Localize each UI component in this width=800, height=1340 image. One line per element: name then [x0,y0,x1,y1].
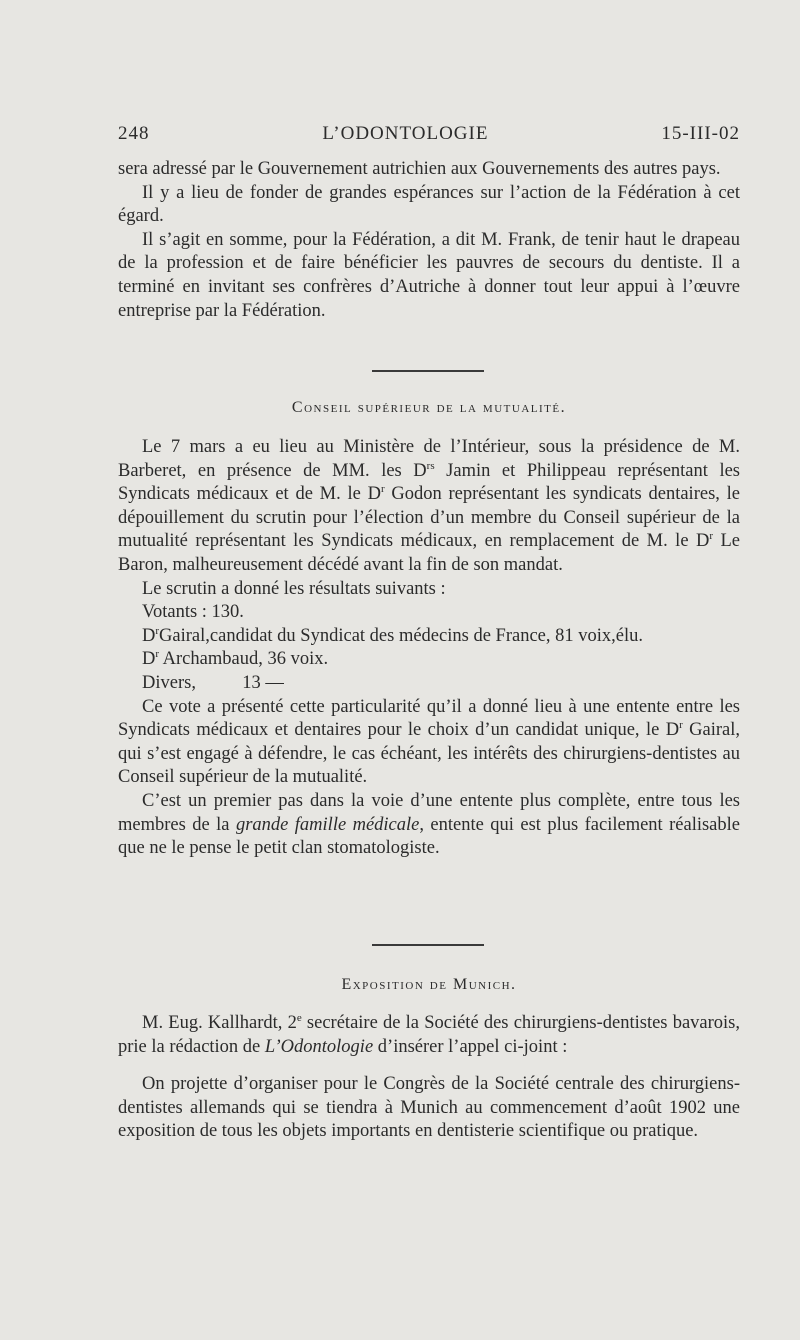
page-header [118,123,740,145]
issue-date: 15-III-02 [661,123,740,144]
mutualite-paragraph-2: Le scrutin a donné les résultats suivants : [142,578,446,599]
intro-paragraph-2: Il y a lieu de fonder de grandes espérances sur l’action de la Fédération à cet égard. [118,182,740,227]
mutualite-paragraph-1: Le 7 mars a eu lieu au Ministère de l’Intérieur, sous la présidence de M. Barberet, en présence de MM. les $D^{rs}$ Jamin et Philippeau représentant les Syndicats médicaux et de M. le $D^r$ Godon représentant les syndicats dentaires, le dépouillement du scrutin pour l’élection d’un membre du Conseil supérieur de la mutualité représentant les Syndicats médicaux, en remplacement de M. le $D^r$ Le Baron, malheureusement décédé avant la fin de son mandat. [118,437,741,575]
intro-paragraph-3: Il s’agit en somme, pour la Fédération, a dit M. Frank, de tenir haut le drapeau de la profession et de faire bénéficier les pauvres de secours du dentiste. Il a terminé en invitant ses confrères d’Autriche à donner tout leur appui à l’œuvre entreprise par la Fédération. [118,229,740,321]
munich-paragraph-2: On projette d’organiser pour le Congrès de la Société centrale des chirurgiens-dentistes allemands qui se tiendra à Munich au commencement d’août 1902 une exposition de tous les objets importants en dentisterie scientifique ou pratique. [118,1074,740,1142]
votants-line: Votants : 130. [142,602,244,623]
intro-section [118,158,740,323]
mutualite-paragraph-4: C’est un premier pas dans la voie d’une entente plus complète, entre tous les membres de la grande famille médicale, entente qui est plus facilement réalisable que ne le pense le petit clan stomatologiste. [118,790,740,859]
munich-heading: Exposition de Munich. [341,976,517,993]
mutualite-section [118,436,740,861]
munich-paragraph-1: M. Eug. Kallhardt, 2e secrétaire de la Société des chirurgiens-dentistes bavarois, prie la rédaction de L’Odontologie d’insérer l’appel ci-joint : [118,1011,740,1057]
divers-result-line: Divers, 13 — [142,672,284,693]
section-divider [372,370,484,372]
intro-paragraph-1: sera adressé par le Gouvernement autrichien aux Gouvernements des autres pays. [118,159,721,179]
running-title: L’ODONTOLOGIE [322,123,489,144]
munich-section [118,1012,740,1144]
page-number: 248 [118,123,150,144]
section-divider [372,944,484,946]
mutualite-paragraph-3: Ce vote a présenté cette particularité qu’il a donné lieu à une entente entre les Syndicats médicaux et dentaires pour le choix d’un candidat unique, le $D^r$ Gairal, qui s’est engagé à défendre, le cas échéant, les intérêts des chirurgiens-dentistes au Conseil supérieur de la mutualité. [118,696,740,788]
gairal-result-line: $D^rGairal,candidat$ du Syndicat des médecins de France, 81 voix,élu. [142,624,643,646]
mutualite-heading: Conseil supérieur de la mutualité. [291,399,567,416]
archambaud-result-line: $D^r$ Archambaud, 36 voix. [142,648,329,670]
